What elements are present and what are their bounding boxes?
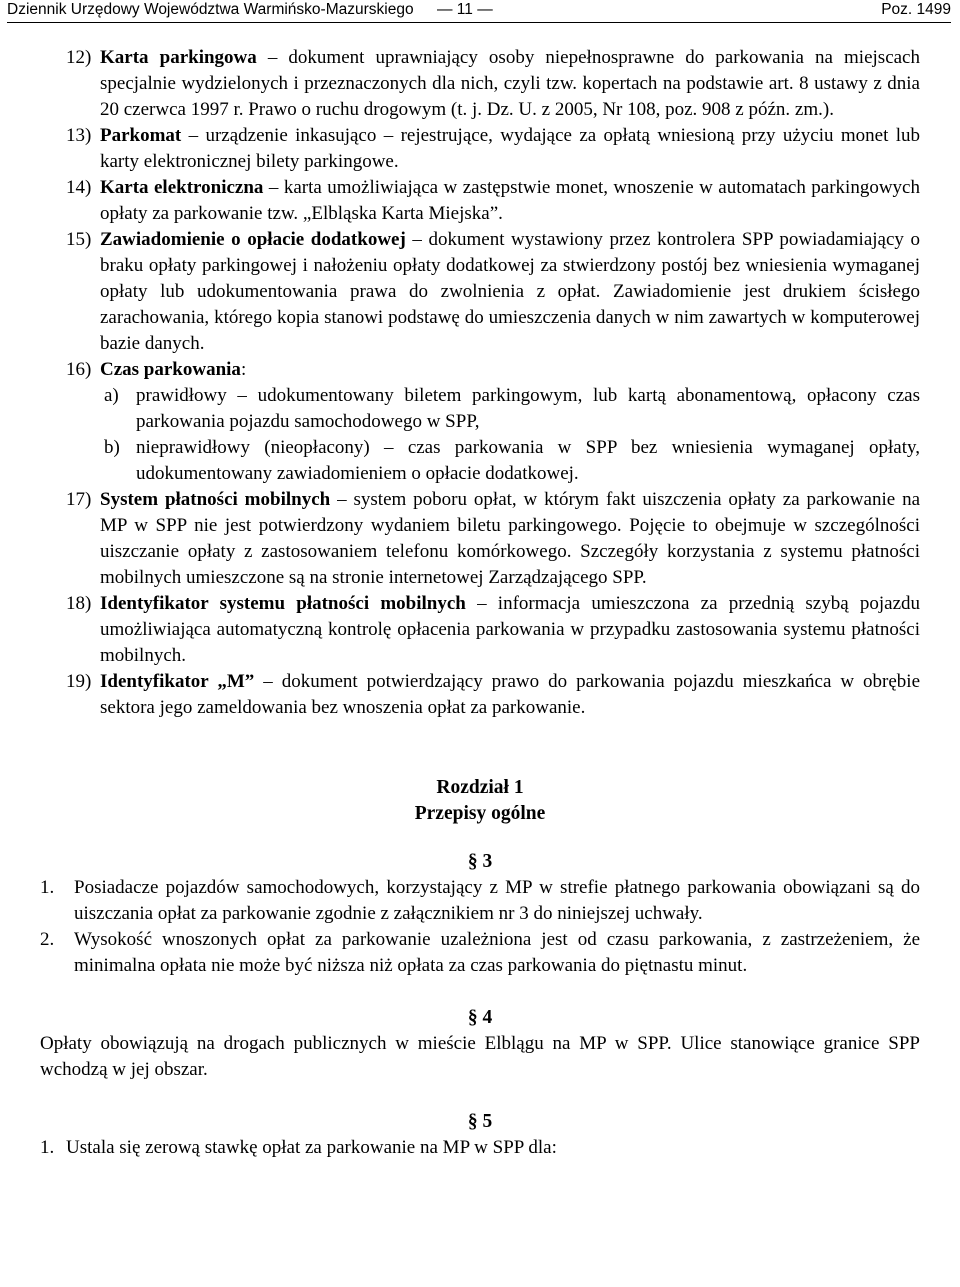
item-number: 12) <box>66 47 92 68</box>
definition-text: – dokument wystawiony przez kontrolera SPP powiadamiający o braku opłaty parkingowej i nałożeniu opłaty dodatkowej za stwierdzony postój bez wniesienia wymaganej opłaty lub udokumentowania prawa do zwolnienia z opłat. Zawiadomienie jest drukiem ścisłego zarachowania, którego kopia stanowi podstawę do umieszczenia danych w nim zawartych w komputerowej bazie danych. <box>100 229 920 354</box>
definition-term: Identyfikator „M” <box>100 671 255 692</box>
chapter-subtitle: Przepisy ogólne <box>414 803 546 824</box>
item-number: 16) <box>66 359 92 380</box>
definition-19 <box>40 669 920 721</box>
spacer <box>40 827 920 849</box>
item-number: 19) <box>66 671 92 692</box>
definition-text: – dokument uprawniający osoby niepełnosprawne do parkowania na miejscach specjalnie wydzielonych i przeznaczonych dla nich, czyli tzw. kopertach na podstawie art. 8 ustawy z dnia 20 czerwca 1997 r. Prawo o ruchu drogowym (t. j. Dz. U. z 2005, Nr 108, poz. 908 z późn. zm.). <box>100 47 920 120</box>
point-number: 1. <box>40 877 55 898</box>
journal-title: Dziennik Urzędowy Województwa Warmińsko-Mazurskiego <box>7 1 414 18</box>
definition-term: Zawiadomienie o opłacie dodatkowej <box>100 229 406 250</box>
chapter-title: Rozdział 1 <box>436 777 524 798</box>
sub-item-text: nieprawidłowy (nieopłacony) – czas parkowania w SPP bez wniesienia wymaganej opłaty, udokumentowany zawiadomieniem o opłacie dodatkowej. <box>136 437 920 484</box>
definition-18 <box>40 591 920 669</box>
spacer <box>40 979 920 1005</box>
section-4-sign: § 4 <box>467 1007 493 1028</box>
item-number: 13) <box>66 125 92 146</box>
section-3-point-1 <box>40 875 920 927</box>
document-body <box>40 45 920 1161</box>
definition-16-b <box>40 435 920 487</box>
item-number: 18) <box>66 593 92 614</box>
spacer <box>40 721 920 775</box>
section-5-sign: § 5 <box>467 1111 493 1132</box>
definition-text: – karta umożliwiająca w zastępstwie monet, wnoszenie w automatach parkingowych opłaty za parkowanie tzw. „Elbląska Karta Miejska”. <box>100 177 920 224</box>
item-number: 15) <box>66 229 92 250</box>
definition-text: – system poboru opłat, w którym fakt uiszczenia opłaty za parkowanie na MP w SPP nie jest potwierdzony wydaniem biletu parkingowego. Pojęcie to obejmuje w szczególności uiszczanie opłaty z zastosowaniem telefonu komórkowego. Szczegóły korzystania z systemu płatności mobilnych umieszczone są na stronie internetowej Zarządzającego SPP. <box>100 489 920 588</box>
definition-term: System płatności mobilnych <box>100 489 331 510</box>
section-4-text: Opłaty obowiązują na drogach publicznych w mieście Elblągu na MP w SPP. Ulice stanowiące granice SPP wchodzą w jej obszar. <box>40 1033 920 1080</box>
section-3-point-2 <box>40 927 920 979</box>
definition-term: Karta parkingowa <box>100 47 257 68</box>
definition-text: – informacja umieszczona za przednią szybą pojazdu umożliwiająca automatyczną kontrolę opłacenia parkowania w przypadku zastosowania systemu płatności mobilnych. <box>100 593 920 666</box>
definition-15 <box>40 227 920 357</box>
definition-17 <box>40 487 920 591</box>
page-number: — 11 — <box>437 1 493 18</box>
section-3-sign: § 3 <box>467 851 493 872</box>
sub-item-label: b) <box>104 437 120 458</box>
point-text: Wysokość wnoszonych opłat za parkowanie uzależniona jest od czasu parkowania, z zastrzeżeniem, że minimalna opłata nie może być niższa niż opłata za czas parkowania do piętnastu minut. <box>74 929 920 976</box>
definition-16 <box>40 357 920 383</box>
definition-term: Parkomat <box>100 125 182 146</box>
definition-term: Identyfikator systemu płatności mobilnych <box>100 593 466 614</box>
item-number: 17) <box>66 489 92 510</box>
item-number: 14) <box>66 177 92 198</box>
point-number: 1. <box>40 1137 55 1158</box>
definition-text: – dokument potwierdzający prawo do parkowania pojazdu mieszkańca w obrębie sektora jego zameldowania bez wnoszenia opłat za parkowanie. <box>100 671 921 718</box>
definition-text: : <box>240 359 247 380</box>
sub-item-text: prawidłowy – udokumentowany biletem parkingowym, lub kartą abonamentową, opłacony czas parkowania pojazdu samochodowego w SPP, <box>136 385 920 432</box>
definition-14 <box>40 175 920 227</box>
definition-12 <box>40 45 920 123</box>
definition-13 <box>40 123 920 175</box>
point-text: Posiadacze pojazdów samochodowych, korzystający z MP w strefie płatnego parkowania obowiązani są do uiszczania opłat za parkowanie zgodnie z załącznikiem nr 3 do niniejszej uchwały. <box>74 877 920 924</box>
point-number: 2. <box>40 929 55 950</box>
definition-16-a <box>40 383 920 435</box>
point-text: Ustala się zerową stawkę opłat za parkowanie na MP w SPP dla: <box>66 1137 557 1158</box>
position-number: Poz. 1499 <box>881 1 951 18</box>
page-header <box>7 0 951 23</box>
definition-text: – urządzenie inkasująco – rejestrujące, wydające za opłatą wniesioną przy użyciu monet lub karty elektronicznej bilety parkingowe. <box>100 125 920 172</box>
section-5-point-1 <box>40 1135 920 1161</box>
sub-item-label: a) <box>104 385 119 406</box>
definition-term: Karta elektroniczna <box>100 177 264 198</box>
definition-term: Czas parkowania <box>100 359 241 380</box>
spacer <box>40 1083 920 1109</box>
